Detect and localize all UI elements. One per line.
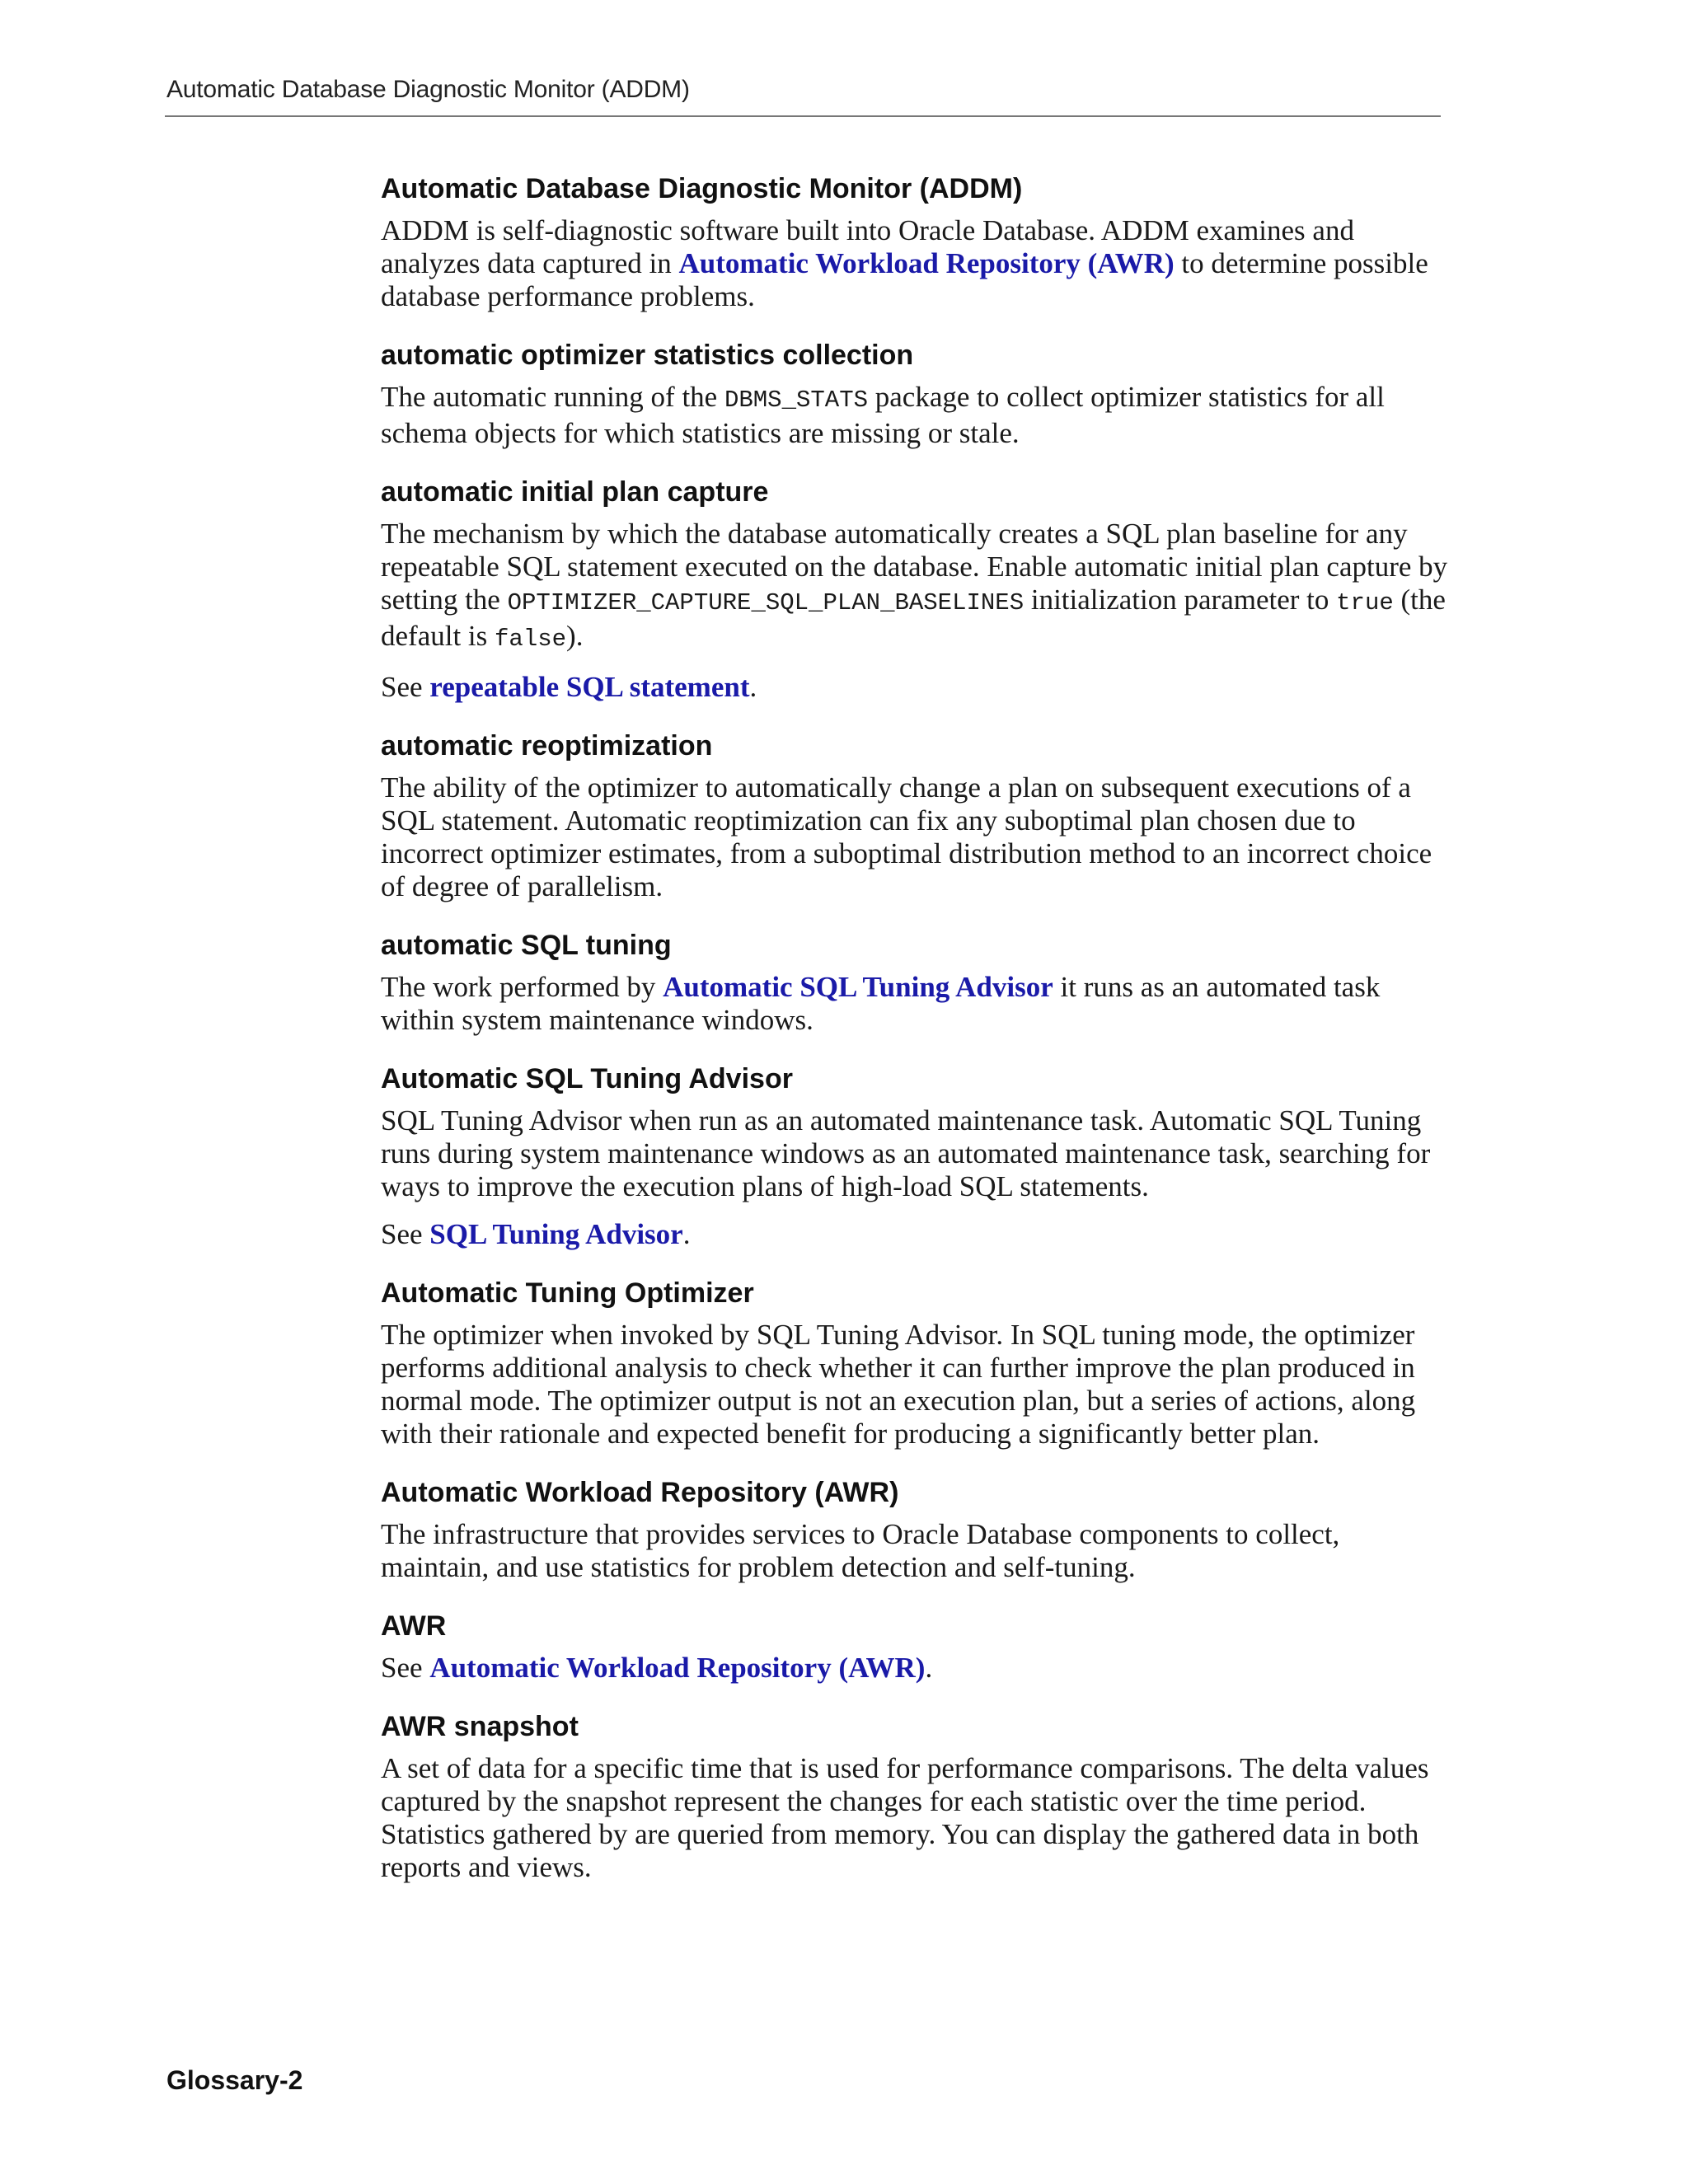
- definition-text: [381, 214, 1452, 313]
- glossary-term: automatic SQL tuning: [381, 930, 672, 961]
- definition-text: SQL Tuning Advisor when run as an automated maintenance task. Automatic SQL Tuning runs during system maintenance windows as an automated maintenance task, searching for ways to improve the execution plans of high-load SQL statements.: [381, 1104, 1431, 1202]
- definition-text: [381, 518, 1452, 656]
- glossary-entry-addm: [381, 171, 1452, 313]
- page-number: Glossary-2: [166, 2065, 303, 2095]
- glossary-entry-automatic-initial-plan-capture: [381, 475, 1452, 704]
- text-fragment: ).: [566, 620, 584, 652]
- text-fragment: The automatic running of the: [381, 381, 724, 413]
- see-also-text: [381, 671, 1452, 704]
- header-divider: [165, 115, 1441, 117]
- glossary-term: automatic initial plan capture: [381, 476, 769, 508]
- glossary-entry-automatic-optimizer-statistics-collection: [381, 338, 1452, 450]
- definition-text: A set of data for a specific time that is used for performance comparisons. The delta values captured by the snapshot represent the changes for each statistic over the time period. Statistics gathered by are queried from memory. You can display the gathered data in both reports and views.: [381, 1752, 1429, 1883]
- glossary-term: AWR: [381, 1610, 447, 1642]
- code-literal: OPTIMIZER_CAPTURE_SQL_PLAN_BASELINES: [507, 589, 1025, 616]
- code-literal: DBMS_STATS: [724, 387, 868, 414]
- cross-reference-link[interactable]: Automatic Workload Repository (AWR): [429, 1652, 926, 1684]
- definition-text: The ability of the optimizer to automatically change a plan on subsequent executions of a SQL statement. Automatic reoptimization can fix any suboptimal plan chosen due to incorrect optimizer estimates, from a suboptimal distribution method to an incorrect choice of degree of parallelism.: [381, 771, 1432, 902]
- cross-reference-link[interactable]: Automatic SQL Tuning Advisor: [663, 971, 1053, 1003]
- glossary-entry-automatic-reoptimization: [381, 729, 1452, 903]
- definition-text: The optimizer when invoked by SQL Tuning Advisor. In SQL tuning mode, the optimizer performs additional analysis to check whether it can further improve the plan produced in normal mode. The optimizer output is not an execution plan, but a series of actions, along with their rationale and expected benefit for producing a significantly better plan.: [381, 1319, 1416, 1450]
- glossary-term: automatic optimizer statistics collection: [381, 340, 914, 371]
- text-fragment: .: [682, 1218, 691, 1250]
- text-fragment: .: [749, 671, 757, 703]
- code-literal: true: [1336, 589, 1394, 616]
- glossary-entry-automatic-sql-tuning: [381, 928, 1452, 1037]
- glossary-term: Automatic Tuning Optimizer: [381, 1277, 754, 1309]
- text-fragment: ADDM is self-diagnostic software built into Oracle Database. ADDM examines and analyzes data captured in: [381, 214, 1354, 279]
- glossary-entry-awr-snapshot: [381, 1709, 1452, 1884]
- text-fragment: The work performed by: [381, 971, 663, 1003]
- text-fragment: it runs as an automated task within system maintenance windows.: [381, 971, 1381, 1036]
- glossary-entry-automatic-sql-tuning-advisor: [381, 1062, 1452, 1251]
- cross-reference-link[interactable]: repeatable SQL statement: [429, 671, 750, 703]
- text-fragment: See: [381, 671, 430, 703]
- see-also-text: [381, 1652, 1452, 1685]
- text-fragment: to determine possible database performance problems.: [381, 247, 1428, 312]
- text-fragment: package to collect optimizer statistics for all schema objects for which statistics are missing or stale.: [381, 381, 1385, 449]
- definition-text: [381, 381, 1452, 450]
- glossary-entry-awr: [381, 1609, 1452, 1685]
- cross-reference-link[interactable]: SQL Tuning Advisor: [429, 1218, 683, 1250]
- glossary-entry-awr-full: [381, 1475, 1452, 1584]
- definition-text: [381, 971, 1452, 1037]
- running-header: Automatic Database Diagnostic Monitor (ADDM): [166, 76, 690, 103]
- glossary-term: Automatic Database Diagnostic Monitor (ADDM): [381, 173, 1023, 204]
- definition-text: The infrastructure that provides services to Oracle Database components to collect, maintain, and use statistics for problem detection and self-tuning.: [381, 1518, 1340, 1583]
- code-literal: false: [495, 626, 567, 653]
- glossary-term: Automatic SQL Tuning Advisor: [381, 1063, 793, 1094]
- glossary-term: automatic reoptimization: [381, 730, 713, 762]
- see-also-text: [381, 1218, 1452, 1251]
- text-fragment: See: [381, 1218, 430, 1250]
- glossary-entry-automatic-tuning-optimizer: [381, 1276, 1452, 1451]
- text-fragment: The mechanism by which the database automatically creates a SQL plan baseline for any repeatable SQL statement executed on the database. Enable automatic initial plan capture by setting the: [381, 518, 1448, 616]
- cross-reference-link[interactable]: Automatic Workload Repository (AWR): [678, 247, 1175, 279]
- glossary-content: [381, 171, 1452, 1909]
- text-fragment: See: [381, 1652, 430, 1684]
- text-fragment: .: [925, 1652, 933, 1684]
- glossary-term: AWR snapshot: [381, 1711, 579, 1742]
- glossary-term: Automatic Workload Repository (AWR): [381, 1477, 899, 1508]
- text-fragment: initialization parameter to: [1024, 583, 1337, 616]
- text-fragment: (the default is: [381, 583, 1446, 652]
